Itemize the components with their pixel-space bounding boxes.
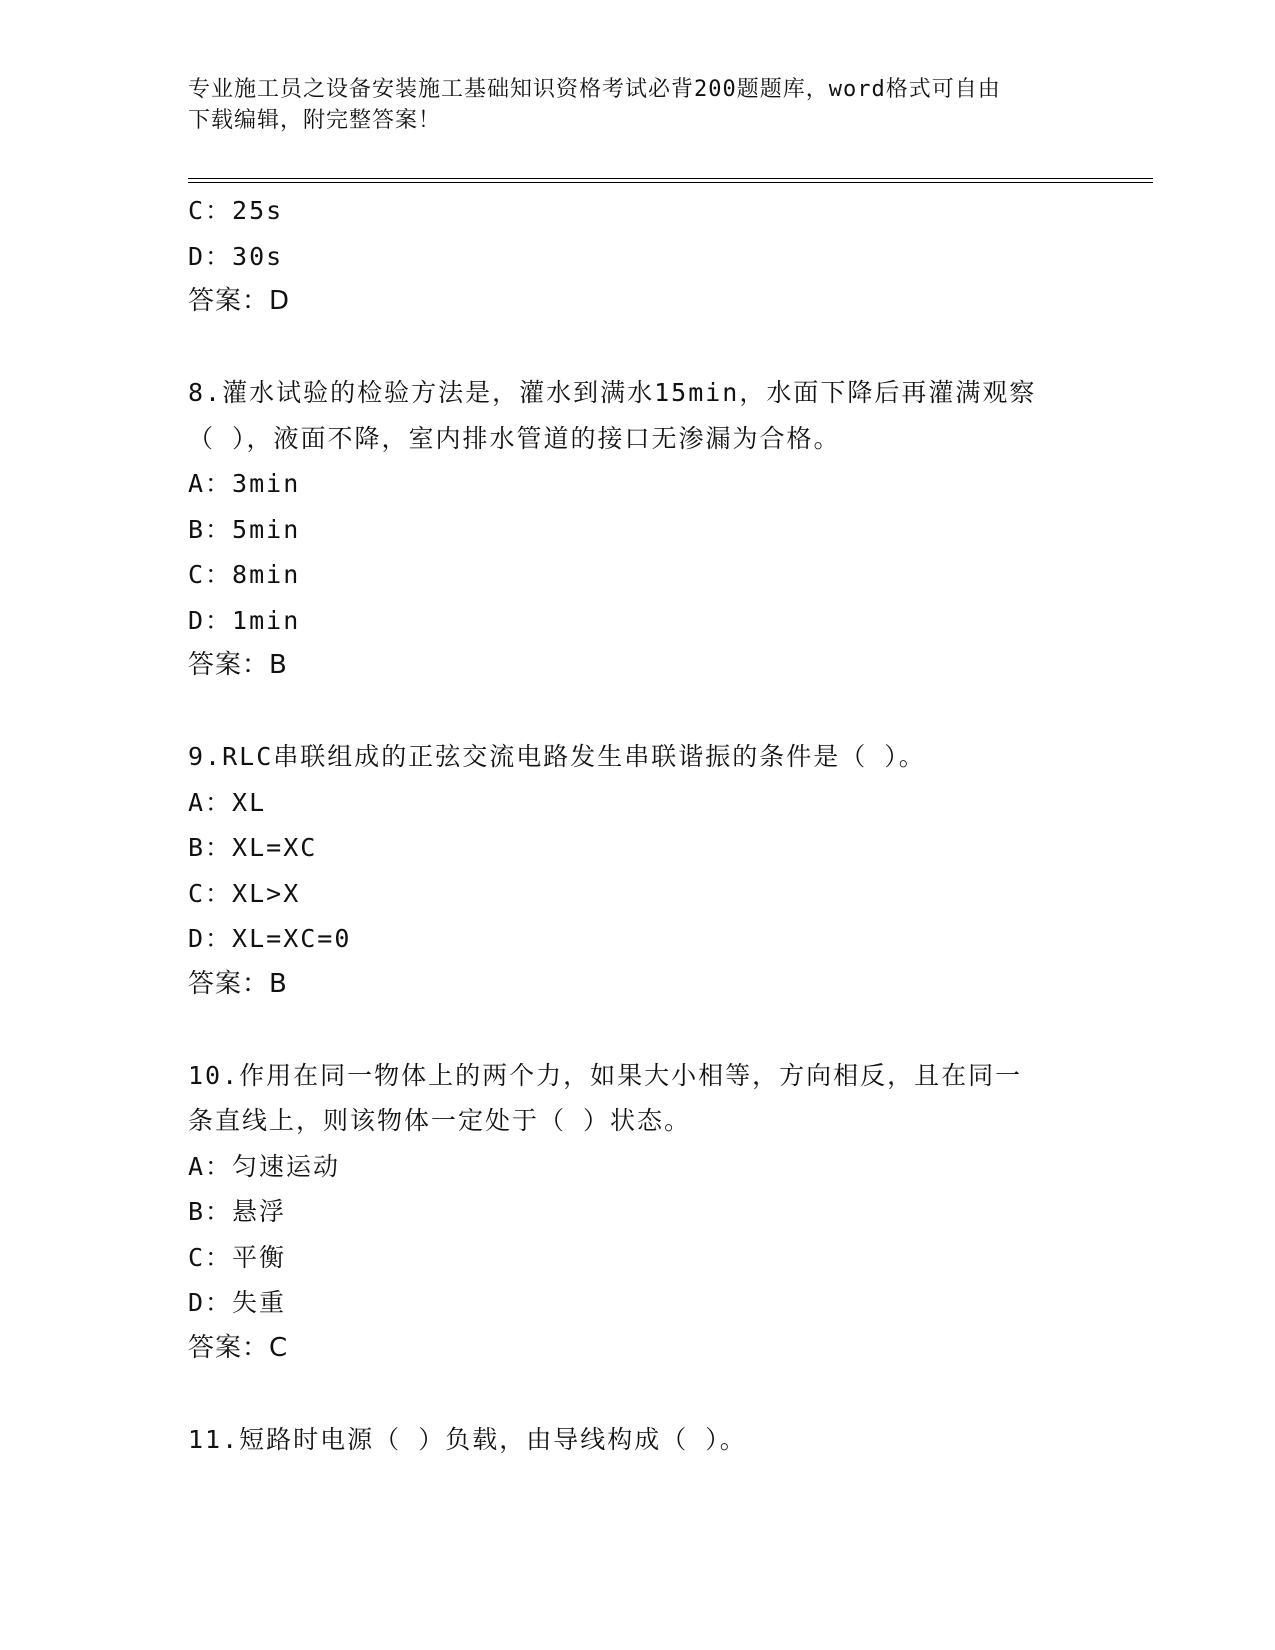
q10-stem-line-2: 条直线上，则该物体一定处于（ ）状态。 bbox=[188, 1106, 692, 1135]
spacer bbox=[188, 1007, 1088, 1053]
q8-option-b: B：5min bbox=[188, 514, 301, 544]
spacer bbox=[188, 325, 1088, 371]
q9-option-d: D：XL=XC=0 bbox=[188, 924, 352, 953]
q8-option-a: A：3min bbox=[188, 469, 301, 498]
q8-option-c: C：8min bbox=[188, 560, 301, 589]
q9-option-c: C：XL>X bbox=[188, 878, 301, 908]
header-divider-bottom bbox=[188, 182, 1153, 183]
q10-option-d: D：失重 bbox=[188, 1288, 287, 1317]
prev-option-d: D：30s bbox=[188, 241, 284, 271]
q8-stem-line-1: 8.灌水试验的检验方法是，灌水到满水15min，水面下降后再灌满观察 bbox=[188, 378, 1037, 407]
q8-option-d: D：1min bbox=[188, 605, 301, 635]
q9-option-a: A：XL bbox=[188, 787, 267, 817]
q11-stem-line-1: 11.短路时电源（ ）负载，由导线构成（ ）。 bbox=[188, 1424, 747, 1454]
header-line-2: 下载编辑，附完整答案！ bbox=[188, 108, 442, 133]
q9-option-b: B：XL=XC bbox=[188, 833, 318, 862]
q10-option-b: B：悬浮 bbox=[188, 1197, 287, 1226]
prev-option-c: C：25s bbox=[188, 196, 284, 225]
q10-answer: 答案：C bbox=[188, 1332, 289, 1363]
spacer bbox=[188, 1371, 1088, 1417]
q9-answer: 答案：B bbox=[188, 968, 288, 999]
q10-option-a: A：匀速运动 bbox=[188, 1151, 341, 1181]
q10-option-c: C：平衡 bbox=[188, 1242, 287, 1272]
q9-stem-line-1: 9.RLC串联组成的正弦交流电路发生串联谐振的条件是（ ）。 bbox=[188, 742, 926, 771]
header-line-1: 专业施工员之设备安装施工基础知识资格考试必背200题题库，word格式可自由 bbox=[188, 77, 1001, 102]
q10-stem-line-1: 10.作用在同一物体上的两个力，如果大小相等，方向相反，且在同一 bbox=[188, 1060, 1023, 1090]
document-header bbox=[188, 74, 1068, 136]
header-divider-top bbox=[188, 178, 1153, 179]
question-content bbox=[188, 188, 1088, 1462]
prev-answer: 答案：D bbox=[188, 286, 291, 316]
q8-stem-line-2: （ ），液面不降，室内排水管道的接口无渗漏为合格。 bbox=[188, 423, 841, 453]
spacer bbox=[188, 689, 1088, 735]
q8-answer: 答案：B bbox=[188, 650, 288, 680]
